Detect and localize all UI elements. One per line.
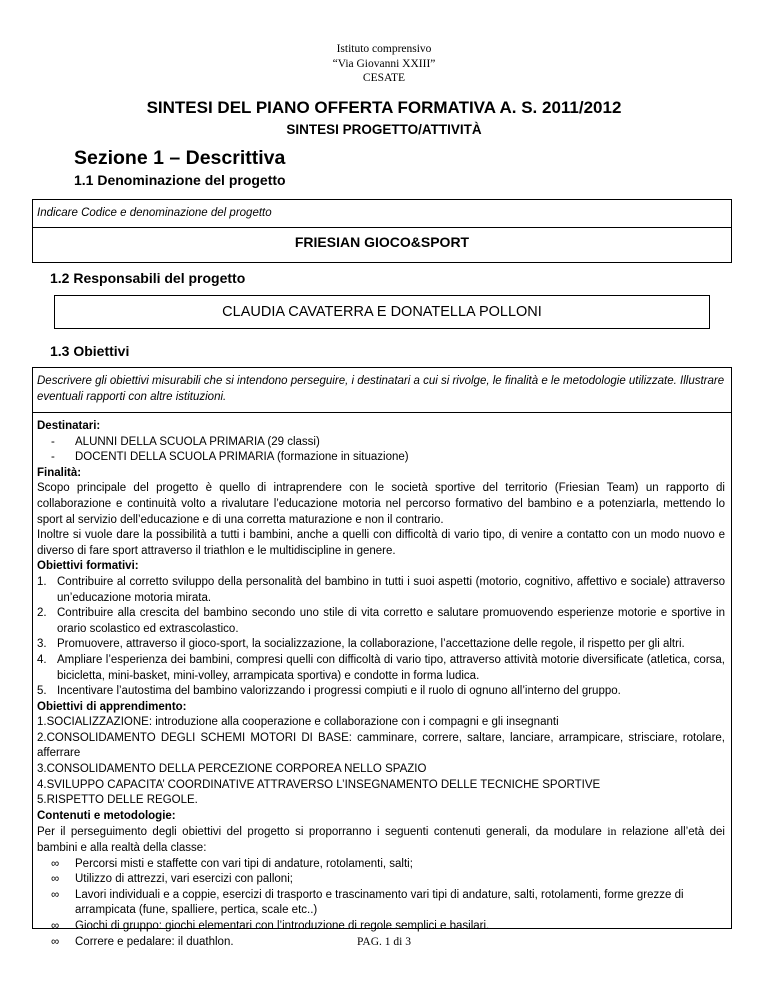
finalita-label: Finalità:	[37, 466, 82, 479]
heading-obiettivi: 1.3 Obiettivi	[50, 343, 130, 359]
contenuti-intro: Per il perseguimento degli obiettivi del progetto si proporranno i seguenti contenuti generali, da modulare in relazione all’età dei bambini e alla realtà della classe:	[37, 824, 725, 855]
list-item: 1. Contribuire al corretto sviluppo della personalità del bambino in tutti i suoi aspetti (motorio, cognitivo, affettivo e sociale) attraverso un’educazione motoria mirata.	[37, 575, 725, 604]
divider	[33, 227, 731, 228]
obiettivi-hint: Descrivere gli obiettivi misurabili che si intendono perseguire, i destinatari a cui si rivolge, le finalità e le metodologie utilizzate. Illustrare eventuali rapporti con altre istituzioni.	[37, 375, 725, 403]
list-item: 4.SVILUPPO CAPACITA’ COORDINATIVE ATTRAVERSO L’INSEGNAMENTO DELLE TECNICHE SPORTIVE	[37, 778, 601, 791]
project-name-value: FRIESIAN GIOCO&SPORT	[294, 234, 470, 250]
school-name: “Via Giovanni XXIII”	[332, 57, 436, 70]
document-title: SINTESI DEL PIANO OFFERTA FORMATIVA A. S. 2011/2012	[146, 98, 622, 117]
section-title: Sezione 1 – Descrittiva	[74, 147, 286, 169]
project-name-box	[32, 199, 732, 263]
list-item: - ALUNNI DELLA SCUOLA PRIMARIA (29 classi)	[51, 435, 320, 448]
list-item: 1.SOCIALIZZAZIONE: introduzione alla cooperazione e collaborazione con i compagni e gli insegnanti	[37, 716, 559, 729]
page-number: PAG. 1 di 3	[357, 936, 411, 948]
school-type: Istituto comprensivo	[336, 43, 432, 55]
bullet-icon: ∞	[51, 888, 60, 901]
school-header	[0, 42, 768, 86]
list-item: 2.CONSOLIDAMENTO DEGLI SCHEMI MOTORI DI BASE: camminare, correre, saltare, lanciare, arrampicare, strisciare, rotolare, afferrare	[37, 731, 725, 760]
heading-denominazione: 1.1 Denominazione del progetto	[74, 172, 286, 188]
responsabili-value: CLAUDIA CAVATERRA E DONATELLA POLLONI	[222, 304, 542, 320]
list-item: - DOCENTI DELLA SCUOLA PRIMARIA (formazione in situazione)	[51, 451, 409, 464]
contenuti-label: Contenuti e metodologie:	[37, 809, 176, 822]
destinatari-label: Destinatari:	[37, 420, 101, 432]
list-item: 5. Incentivare l’autostima del bambino valorizzando i progressi compiuti e il ruolo di ognuno all’interno del gruppo.	[37, 685, 621, 698]
bullet-icon: ∞	[51, 935, 60, 948]
project-name-hint: Indicare Codice e denominazione del progetto	[37, 207, 272, 219]
obiettivi-content	[37, 419, 725, 950]
list-item: ∞ Giochi di gruppo: giochi elementari con l’introduzione di regole semplici e basilari.	[37, 919, 725, 935]
formativi-label: Obiettivi formativi:	[37, 560, 139, 573]
school-city: CESATE	[362, 72, 406, 84]
list-item: ∞ Utilizzo di attrezzi, vari esercizi con palloni;	[37, 872, 725, 888]
finalita-paragraph: Scopo principale del progetto è quello di intraprendere con le società sportive del territorio (Friesian Team) un rapporto di collaborazione e continuità volto a rivalutare l’educazione motoria nel percorso formativo del bambino e a potenziarla, mettendo lo sport al servizio dell’educazione e di una corretta maturazione e non il contrario.	[37, 482, 725, 526]
bullet-icon: ∞	[51, 857, 60, 870]
list-item: 2. Contribuire alla crescita del bambino secondo uno stile di vita corretto e salutare promuovendo esperienze motorie e sportive in orario scolastico ed extrascolastico.	[37, 607, 725, 635]
list-item: ∞ Lavori individuali e a coppie, esercizi di trasporto e trascinamento vari tipi di andature, salti, rotolamenti, forme grezze di arrampicata (fune, spalliere, pertica, scale etc..)	[51, 888, 684, 917]
document-subtitle: SINTESI PROGETTO/ATTIVITÀ	[286, 122, 482, 137]
list-item: ∞ Percorsi misti e staffette con vari tipi di andature, rotolamenti, salti;	[37, 857, 725, 873]
list-item: 3. Promuovere, attraverso il gioco-sport, la socializzazione, la collaborazione, l’accettazione delle regole, il rispetto per gli altri.	[37, 638, 685, 651]
list-item: 5.RISPETTO DELLE REGOLE.	[37, 794, 198, 807]
list-item: ∞ Correre e pedalare: il duathlon.	[37, 935, 725, 951]
apprendimento-label: Obiettivi di apprendimento:	[37, 700, 187, 713]
bullet-icon: ∞	[51, 873, 60, 886]
heading-responsabili: 1.2 Responsabili del progetto	[50, 270, 246, 286]
list-item: 4. Ampliare l’esperienza dei bambini, compresi quelli con difficoltà di vario tipo, attraverso attività motorie diversificate (atletica, corsa, bicicletta, mini-basket, mini-volley, arrampicata sportiva) e condotte in forma ludica.	[37, 653, 725, 682]
responsabili-box	[54, 295, 710, 329]
divider	[33, 412, 731, 413]
finalita-paragraph: Inoltre si vuole dare la possibilità a tutti i bambini, anche a quelli con difficoltà di vario tipo, di venire a contatto con un modo nuovo e diverso di fare sport attraverso il triathlon e le multidiscipline in genere.	[37, 529, 725, 557]
bullet-icon: ∞	[51, 920, 60, 932]
list-item: 3.CONSOLIDAMENTO DELLA PERCEZIONE CORPOREA NELLO SPAZIO	[37, 763, 427, 776]
